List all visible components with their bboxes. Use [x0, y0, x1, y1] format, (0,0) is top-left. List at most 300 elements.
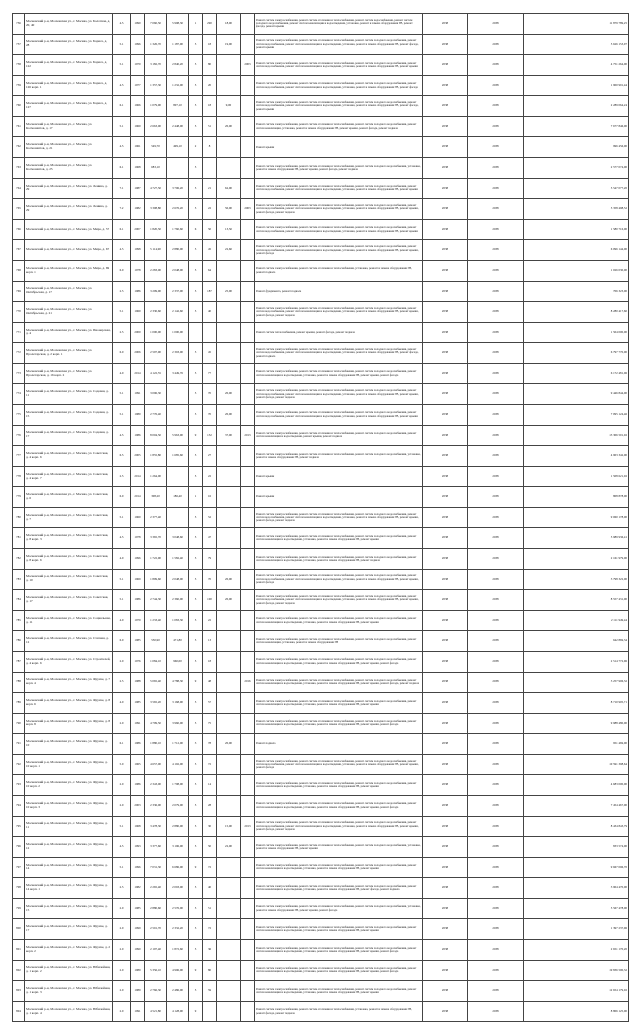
total-area-cell: 1 264,00 — [145, 466, 167, 487]
commission-year-cell: 1993 — [131, 837, 145, 858]
repair-year-end-cell: 2038 — [468, 507, 524, 528]
repair-cost-cell: 3 904 470,00 — [524, 878, 629, 899]
wear-percent-cell — [217, 55, 241, 76]
wear-percent-cell — [217, 507, 241, 528]
repair-year-end-cell: 2038 — [468, 878, 524, 899]
commission-year-cell: 1982 — [131, 878, 145, 899]
wear-percent-cell: 22,00 — [217, 837, 241, 858]
resident-count-cell: 132 — [203, 425, 217, 446]
building-address-cell: Московский р-н, Московская ул., г. Москва, ул. Фрунзе, д. 12 — [25, 837, 113, 858]
wear-percent-cell — [217, 466, 241, 487]
commission-year-cell: 1996 — [131, 549, 145, 570]
commission-year-cell: 1985 — [131, 631, 145, 652]
building-address-cell: Московский р-н, Московская ул., г. Москва, ул. Юбилейная, д. 1 корп. 3 — [25, 981, 113, 1002]
last-repair-year-cell — [241, 446, 255, 467]
row-number-cell: 785 — [13, 610, 25, 631]
repair-cost-cell: 11 879 789,25 — [524, 14, 629, 35]
table-row — [13, 940, 629, 961]
resident-count-cell: 22 — [203, 199, 217, 220]
last-repair-year-cell — [241, 569, 255, 590]
repair-cost-cell: 5 547 077,20 — [524, 178, 629, 199]
total-area-cell: 1 233,40 — [145, 610, 167, 631]
table-row — [13, 1001, 629, 1022]
row-number-cell: 799 — [13, 898, 25, 919]
wear-percent-cell — [217, 940, 241, 961]
repair-year-start-cell: 2038 — [423, 981, 468, 1002]
living-area-cell: 4 996,00 — [167, 960, 189, 981]
planned-works-cell: Ремонт крыши — [255, 487, 423, 508]
resident-count-cell: 100 — [203, 590, 217, 611]
planned-works-cell: Ремонт систем электроснабжения, ремонт систем отопления и теплоснабжения, ремонт систем холодного водоснабжения, установка, ремонт и замена оборудования ГВ, ремонт подвала — [255, 446, 423, 467]
table-row — [13, 178, 629, 199]
repair-year-end-cell: 2038 — [468, 219, 524, 240]
living-area-cell: 2 093,00 — [167, 878, 189, 899]
floor-count-cell: 5 — [189, 754, 203, 775]
planned-works-cell: Ремонт систем электроснабжения, ремонт систем отопления и теплоснабжения, ремонт систем холодного водоснабжения, ремонт систем водоснабжения, ремонт систем канализации и водоотведения, установка, ремонт и замена оборудования ГВ, ремонт крыши — [255, 55, 423, 76]
planned-works-cell: Ремонт систем электроснабжения, ремонт систем отопления и теплоснабжения, ремонт систем холодного водоснабжения, ремонт систем канализации и водоотведения, установка, ремонт и замена оборудования ГВ, ремонт крыши, ремонт фасада — [255, 960, 423, 981]
last-repair-year-cell: 2003 — [241, 199, 255, 220]
planned-works-cell: Ремонт систем электроснабжения, ремонт систем отопления и теплоснабжения, ремонт систем холодного водоснабжения, ремонт систем водоснабжения, ремонт систем канализации и водоотведения, установка, ремонт и замена оборудования ГВ, ремонт крыши, ремонт фасада, ремонт подвала — [255, 590, 423, 611]
planned-works-cell: Ремонт систем электроснабжения, ремонт систем отопления и теплоснабжения, ремонт систем холодного водоснабжения, ремонт систем водоснабжения, ремонт систем канализации и водоотведения, установка, ремонт и замена оборудования ГВ, ремонт фасада, ремонт крыши — [255, 96, 423, 117]
repair-cost-cell: 8 280 417,60 — [524, 302, 629, 323]
floor-count-cell: 5 — [189, 260, 203, 281]
repair-year-end-cell: 2038 — [468, 631, 524, 652]
row-number-cell: 794 — [13, 795, 25, 816]
last-repair-year-cell — [241, 466, 255, 487]
total-area-cell: 1 880,10 — [145, 734, 167, 755]
building-address-cell: Московский р-н, Московская ул., г. Москва, ул. Садовая, д. 15 — [25, 404, 113, 425]
planned-works-cell: Ремонт систем электроснабжения, ремонт систем отопления и теплоснабжения, ремонт систем холодного водоснабжения, установка, ремонт и замена оборудования ГВ, ремонт крыши, ремонт фасада — [255, 898, 423, 919]
wear-percent-cell: 9,00 — [217, 96, 241, 117]
building-series-cell: 2.0 — [113, 919, 131, 940]
total-area-cell: 4 657,00 — [145, 754, 167, 775]
capital-repair-schedule-sheet — [12, 13, 628, 1022]
repair-year-end-cell: 2038 — [468, 404, 524, 425]
resident-count-cell: 36 — [203, 940, 217, 961]
table-row — [13, 693, 629, 714]
repair-year-start-cell: 2038 — [423, 240, 468, 261]
repair-cost-cell: 2 651 170,20 — [524, 940, 629, 961]
resident-count-cell: 51 — [203, 898, 217, 919]
wear-percent-cell: 20,00 — [217, 734, 241, 755]
building-series-cell: 5.1 — [113, 34, 131, 55]
repair-year-start-cell: 2038 — [423, 507, 468, 528]
resident-count-cell: 30 — [203, 816, 217, 837]
commission-year-cell: 1965 — [131, 754, 145, 775]
repair-cost-cell: 9 667 096,70 — [524, 857, 629, 878]
last-repair-year-cell — [241, 795, 255, 816]
resident-count-cell: 50 — [203, 837, 217, 858]
building-address-cell: Московский р-н, Московская ул., г. Москва, ул. Советская, д. 4 корп. 6 — [25, 446, 113, 467]
resident-count-cell: 59 — [203, 981, 217, 1002]
row-number-cell: 776 — [13, 425, 25, 446]
resident-count-cell: 45 — [203, 343, 217, 364]
commission-year-cell: 1989 — [131, 981, 145, 1002]
building-address-cell: Московский р-н, Московская ул., г. Москва, ул. Октябрьская, д. 17 — [25, 281, 113, 302]
repair-year-start-cell: 2038 — [423, 158, 468, 179]
commission-year-cell: 2005 — [131, 446, 145, 467]
repair-year-end-cell: 2038 — [468, 487, 524, 508]
row-number-cell: 760 — [13, 96, 25, 117]
repair-year-end-cell: 2038 — [468, 610, 524, 631]
wear-percent-cell — [217, 446, 241, 467]
last-repair-year-cell — [241, 75, 255, 96]
repair-year-start-cell: 2038 — [423, 795, 468, 816]
floor-count-cell: 5 — [189, 651, 203, 672]
table-row — [13, 363, 629, 384]
last-repair-year-cell — [241, 837, 255, 858]
building-address-cell: Московский р-н, Московская ул., г. Москва, ул. Космонавтов, д. 17 — [25, 116, 113, 137]
row-number-cell: 756 — [13, 14, 25, 35]
planned-works-cell: Ремонт систем электроснабжения, ремонт систем отопления и теплоснабжения, ремонт систем холодного водоснабжения, установка, ремонт и замена оборудования ГВ, ремонт крыши, ремонт фасада, ремонт подвала — [255, 158, 423, 179]
building-series-cell: 5.1 — [113, 55, 131, 76]
total-area-cell: 1 899,60 — [145, 569, 167, 590]
floor-count-cell: 5 — [189, 55, 203, 76]
building-series-cell: 2.5 — [113, 281, 131, 302]
last-repair-year-cell — [241, 549, 255, 570]
floor-count-cell: 5 — [189, 898, 203, 919]
total-area-cell: 3 565,20 — [145, 693, 167, 714]
table-row — [13, 754, 629, 775]
repair-year-end-cell: 2038 — [468, 158, 524, 179]
building-series-cell: 5.0 — [113, 754, 131, 775]
resident-count-cell: 8 — [203, 137, 217, 158]
repair-cost-cell: 2 111 949,44 — [524, 610, 629, 631]
table-row — [13, 713, 629, 734]
building-address-cell: Московский р-н, Московская ул., г. Москва, ул. Юбилейная, д. 1 корп. 2 — [25, 960, 113, 981]
last-repair-year-cell — [241, 363, 255, 384]
row-number-cell: 796 — [13, 837, 25, 858]
commission-year-cell: 1977 — [131, 75, 145, 96]
wear-percent-cell — [217, 302, 241, 323]
building-series-cell: 6.5 — [113, 446, 131, 467]
building-address-cell: Московский р-н, Московская ул., г. Москва, ул. Болотная, д. 20, 40 — [25, 14, 113, 35]
resident-count-cell: 78 — [203, 734, 217, 755]
commission-year-cell: 1986 — [131, 590, 145, 611]
repair-year-start-cell: 2038 — [423, 672, 468, 693]
floor-count-cell: 5 — [189, 404, 203, 425]
commission-year-cell: 1961 — [131, 137, 145, 158]
last-repair-year-cell: 2016 — [241, 672, 255, 693]
commission-year-cell: 1991 — [131, 713, 145, 734]
repair-year-end-cell: 2038 — [468, 837, 524, 858]
last-repair-year-cell — [241, 693, 255, 714]
row-number-cell: 793 — [13, 775, 25, 796]
table-row — [13, 260, 629, 281]
resident-count-cell: 72 — [203, 754, 217, 775]
resident-count-cell — [203, 158, 217, 179]
repair-cost-cell: 2 289 064,24 — [524, 96, 629, 117]
last-repair-year-cell: 2003 — [241, 55, 255, 76]
resident-count-cell: 18 — [203, 651, 217, 672]
living-area-cell: 4 128,90 — [167, 1001, 189, 1022]
row-number-cell: 784 — [13, 590, 25, 611]
last-repair-year-cell — [241, 404, 255, 425]
planned-works-cell: Ремонт систем электроснабжения, ремонт систем отопления и теплоснабжения, установка, ремонт и замена оборудования ГВ, ремонт фасада, ремонт подвала — [255, 1001, 423, 1022]
total-area-cell: 1 079,90 — [145, 96, 167, 117]
repair-year-end-cell: 2038 — [468, 651, 524, 672]
planned-works-cell: Ремонт фундамента, ремонт подвала — [255, 281, 423, 302]
table-row — [13, 240, 629, 261]
living-area-cell: 1 187,90 — [167, 34, 189, 55]
row-number-cell: 777 — [13, 446, 25, 467]
total-area-cell: 1 326,70 — [145, 34, 167, 55]
repair-year-end-cell: 2038 — [468, 178, 524, 199]
total-area-cell: 3 308,80 — [145, 199, 167, 220]
planned-works-cell: Ремонт систем электроснабжения, ремонт систем отопления и теплоснабжения, ремонт систем холодного водоснабжения, ремонт систем канализации и водоотведения, установка, ремонт и замена оборудования ГВ, ремонт крыши — [255, 528, 423, 549]
last-repair-year-cell — [241, 219, 255, 240]
planned-works-cell: Ремонт систем электроснабжения, ремонт систем отопления и теплоснабжения, ремонт систем холодного водоснабжения, ремонт систем водоснабжения, ремонт систем канализации и водоотведения, установка, ремонт и замена оборудования ГВ, ремонт крыши — [255, 178, 423, 199]
planned-works-cell: Ремонт систем электроснабжения, ремонт систем отопления и теплоснабжения, ремонт систем холодного водоснабжения, ремонт систем канализации и водоотведения, установка, ремонт и замена оборудования ГВ, ремонт крыши — [255, 693, 423, 714]
repair-year-start-cell: 2038 — [423, 34, 468, 55]
resident-count-cell: 28 — [203, 795, 217, 816]
repair-year-end-cell: 2038 — [468, 302, 524, 323]
floor-count-cell: 5 — [189, 713, 203, 734]
commission-year-cell: 2003 — [131, 795, 145, 816]
building-series-cell: 2.0 — [113, 981, 131, 1002]
total-area-cell: 2 591,70 — [145, 919, 167, 940]
row-number-cell: 783 — [13, 569, 25, 590]
planned-works-cell: Ремонт систем электроснабжения, ремонт систем отопления и теплоснабжения, ремонт систем холодного водоснабжения, ремонт систем водоснабжения, ремонт систем канализации и водоотведения, установка, ремонт и замена оборудования ГВ, ремонт крыши, ремонт фасада, ремонт подвала — [255, 199, 423, 220]
commission-year-cell: 1982 — [131, 199, 145, 220]
wear-percent-cell — [217, 137, 241, 158]
repair-year-start-cell: 2038 — [423, 1001, 468, 1022]
wear-percent-cell — [217, 898, 241, 919]
repair-year-end-cell: 2038 — [468, 75, 524, 96]
wear-percent-cell — [217, 610, 241, 631]
wear-percent-cell — [217, 919, 241, 940]
floor-count-cell: 5 — [189, 507, 203, 528]
planned-works-cell: Ремонт подвала — [255, 734, 423, 755]
building-address-cell: Московский р-н, Московская ул., г. Москва, ул. Ленина, д. 29 — [25, 199, 113, 220]
repair-cost-cell: 1 900 991,44 — [524, 75, 629, 96]
repair-year-end-cell: 2038 — [468, 466, 524, 487]
total-area-cell: 2 336,00 — [145, 795, 167, 816]
planned-works-cell: Ремонт систем электроснабжения, ремонт систем отопления и теплоснабжения, ремонт систем холодного водоснабжения, ремонт систем водоснабжения, ремонт систем канализации и водоотведения, установка, ремонт и замена оборудования ГВ, ремонт фасада — [255, 75, 423, 96]
last-repair-year-cell — [241, 651, 255, 672]
building-series-cell: 5.1 — [113, 302, 131, 323]
repair-year-start-cell: 2038 — [423, 260, 468, 281]
total-area-cell: 8 004,50 — [145, 425, 167, 446]
repair-year-end-cell: 2038 — [468, 940, 524, 961]
commission-year-cell: 1968 — [131, 816, 145, 837]
planned-works-cell: Ремонт систем электроснабжения, ремонт систем отопления и теплоснабжения, ремонт систем холодного водоснабжения, ремонт систем канализации и водоотведения, установка, ремонт и замена оборудования ГВ, ремонт крыши — [255, 857, 423, 878]
table-row — [13, 857, 629, 878]
floor-count-cell: 5 — [189, 569, 203, 590]
repair-year-end-cell: 2038 — [468, 754, 524, 775]
resident-count-cell: 22 — [203, 466, 217, 487]
building-address-cell: Московский р-н, Московская ул., г. Москва, ул. Фрунзе, д. 7 корп. 4 — [25, 672, 113, 693]
planned-works-cell: Ремонт систем электроснабжения, ремонт систем отопления и теплоснабжения, ремонт систем холодного водоснабжения, ремонт систем водоснабжения, ремонт систем канализации и водоотведения, установка, ремонт и замена оборудования ГВ, ремонт крыши, ремонт фасада, ремонт подвала — [255, 302, 423, 323]
last-repair-year-cell — [241, 178, 255, 199]
repair-year-end-cell: 2038 — [468, 199, 524, 220]
repair-cost-cell: 9 446 844,00 — [524, 384, 629, 405]
last-repair-year-cell — [241, 14, 255, 35]
repair-year-end-cell: 2038 — [468, 14, 524, 35]
wear-percent-cell: 22,60 — [217, 240, 241, 261]
commission-year-cell: 1978 — [131, 260, 145, 281]
wear-percent-cell — [217, 775, 241, 796]
repair-cost-cell: 7 095 124,46 — [524, 404, 629, 425]
planned-works-cell: Ремонт систем электроснабжения, ремонт систем отопления и теплоснабжения, ремонт систем холодного водоснабжения, ремонт систем канализации и водоотведения, установка, ремонт и замена оборудования ГВ, ремонт крыши — [255, 775, 423, 796]
repair-year-end-cell: 2038 — [468, 116, 524, 137]
building-address-cell: Московский р-н, Московская ул., г. Москва, ул. Строителей, д. 4 корп. 6 — [25, 651, 113, 672]
row-number-cell: 772 — [13, 343, 25, 364]
last-repair-year-cell — [241, 775, 255, 796]
table-row — [13, 343, 629, 364]
row-number-cell: 781 — [13, 528, 25, 549]
row-number-cell: 763 — [13, 158, 25, 179]
living-area-cell: 4 192,00 — [167, 754, 189, 775]
wear-percent-cell: 25,00 — [217, 281, 241, 302]
building-address-cell: Московский р-н, Московская ул., г. Москва, ул. Советская, д. 10 — [25, 569, 113, 590]
repair-year-end-cell: 2038 — [468, 693, 524, 714]
living-area-cell — [167, 507, 189, 528]
table-row — [13, 878, 629, 899]
repair-year-end-cell: 2038 — [468, 425, 524, 446]
commission-year-cell: 2006 — [131, 343, 145, 364]
planned-works-cell: Ремонт систем электроснабжения, ремонт систем отопления и теплоснабжения, ремонт систем холодного водоснабжения, ремонт систем канализации и водоотведения, установка, ремонт и замена оборудования ГВ, ремонт крыши — [255, 919, 423, 940]
total-area-cell: 2 880,60 — [145, 898, 167, 919]
repair-cost-cell: 1 026 030,00 — [524, 260, 629, 281]
building-series-cell: 2.0 — [113, 940, 131, 961]
repair-cost-cell: 833 574,00 — [524, 837, 629, 858]
resident-count-cell: 187 — [203, 281, 217, 302]
building-address-cell: Московский р-н, Московская ул., г. Москва, ул. Советская, д. 7 — [25, 507, 113, 528]
commission-year-cell: 2007 — [131, 219, 145, 240]
table-row — [13, 528, 629, 549]
living-area-cell: 2 048,00 — [167, 260, 189, 281]
wear-percent-cell — [217, 672, 241, 693]
repair-cost-cell: 4 683 000,00 — [524, 775, 629, 796]
last-repair-year-cell — [241, 878, 255, 899]
total-area-cell: 4 799,50 — [145, 713, 167, 734]
table-row — [13, 34, 629, 55]
living-area-cell: 2 142,60 — [167, 302, 189, 323]
living-area-cell: 1 760,60 — [167, 219, 189, 240]
row-number-cell: 779 — [13, 487, 25, 508]
repair-cost-cell: 1 397 237,96 — [524, 919, 629, 940]
row-number-cell: 758 — [13, 55, 25, 76]
resident-count-cell: 72 — [203, 919, 217, 940]
planned-works-cell: Ремонт систем электроснабжения, ремонт систем отопления и теплоснабжения, ремонт систем холодного водоснабжения, ремонт систем канализации и водоотведения, установка, ремонт и замена оборудования ГВ, ремонт крыши, ремонт фасада — [255, 363, 423, 384]
repair-year-start-cell: 2038 — [423, 775, 468, 796]
floor-count-cell: 9 — [189, 1001, 203, 1022]
building-series-cell: 2.5 — [113, 322, 131, 343]
floor-count-cell: 5 — [189, 837, 203, 858]
commission-year-cell: 1976 — [131, 651, 145, 672]
building-address-cell: Московский р-н, Московская ул., г. Москва, ул. Фрунзе, д. 2 корп. 2 — [25, 940, 113, 961]
repair-year-start-cell: 2038 — [423, 878, 468, 899]
living-area-cell: 2 486,00 — [167, 981, 189, 1002]
floor-count-cell: 5 — [189, 281, 203, 302]
floor-count-cell: 5 — [189, 631, 203, 652]
living-area-cell: 3 706,20 — [167, 178, 189, 199]
last-repair-year-cell — [241, 96, 255, 117]
building-address-cell: Московский р-н, Московская ул., г. Москва, ул. Юбилейная, д. 1 корп. 4 — [25, 1001, 113, 1022]
building-address-cell: Московский р-н, Московская ул., г. Москва, ул. Советская, д. 8 корп. 3 — [25, 528, 113, 549]
last-repair-year-cell — [241, 857, 255, 878]
floor-count-cell: 9 — [189, 960, 203, 981]
total-area-cell: 3 299,90 — [145, 281, 167, 302]
commission-year-cell: 2014 — [131, 487, 145, 508]
table-row — [13, 96, 629, 117]
planned-works-cell: Ремонт систем электроснабжения, ремонт систем отопления и теплоснабжения, установка, ремонт и замена оборудования ГВ, ремонт подвала — [255, 260, 423, 281]
floor-count-cell: 5 — [189, 158, 203, 179]
living-area-cell — [167, 384, 189, 405]
last-repair-year-cell — [241, 528, 255, 549]
resident-count-cell: 27 — [203, 446, 217, 467]
living-area-cell: 2 448,00 — [167, 116, 189, 137]
floor-count-cell: 9 — [189, 857, 203, 878]
wear-percent-cell: 13,50 — [217, 219, 241, 240]
floor-count-cell: 5 — [189, 775, 203, 796]
resident-count-cell: 45 — [203, 240, 217, 261]
total-area-cell: 4 727,50 — [145, 178, 167, 199]
repair-year-end-cell: 2038 — [468, 734, 524, 755]
repair-year-start-cell: 2038 — [423, 713, 468, 734]
last-repair-year-cell — [241, 940, 255, 961]
row-number-cell: 803 — [13, 981, 25, 1002]
total-area-cell: 549,70 — [145, 137, 167, 158]
living-area-cell: 2 880,00 — [167, 240, 189, 261]
living-area-cell: 1 232,00 — [167, 75, 189, 96]
resident-count-cell: 40 — [203, 878, 217, 899]
row-number-cell: 797 — [13, 857, 25, 878]
last-repair-year-cell: 2013 — [241, 816, 255, 837]
living-area-cell: 960,00 — [167, 651, 189, 672]
planned-works-cell: Ремонт систем электроснабжения, ремонт систем отопления и теплоснабжения, ремонт систем холодного водоснабжения, ремонт систем водоснабжения, ремонт систем канализации и водоотведения, установка, ремонт и замена оборудования ГВ, ремонт крыши, ремонт фасада — [255, 754, 423, 775]
building-series-cell: 2.5 — [113, 466, 131, 487]
planned-works-cell: Ремонт систем электроснабжения, ремонт систем отопления и теплоснабжения, ремонт систем холодного водоснабжения, ремонт систем водоснабжения, ремонт систем канализации и водоотведения, установка, ремонт и замена оборудования ГВ, ремонт крыши — [255, 219, 423, 240]
repair-year-end-cell: 2038 — [468, 55, 524, 76]
commission-year-cell: 1986 — [131, 425, 145, 446]
repair-year-start-cell: 2038 — [423, 940, 468, 961]
row-number-cell: 800 — [13, 919, 25, 940]
planned-works-cell: Ремонт систем электроснабжения, ремонт систем отопления и теплоснабжения, ремонт систем водоснабжения, ремонт систем холодного водоснабжения, ремонт систем канализации и водоотведения, установка, ремонт и замена оборудования ГВ, ремонт фасада, ремонт крыши — [255, 14, 423, 35]
table-row — [13, 384, 629, 405]
row-number-cell: 774 — [13, 384, 25, 405]
living-area-cell: 2 360,00 — [167, 590, 189, 611]
floor-count-cell: 5 — [189, 363, 203, 384]
wear-percent-cell: 20,00 — [217, 116, 241, 137]
repair-year-start-cell: 2038 — [423, 446, 468, 467]
building-series-cell: 4.5 — [113, 75, 131, 96]
repair-year-start-cell: 2038 — [423, 631, 468, 652]
commission-year-cell: 1960 — [131, 507, 145, 528]
total-area-cell: 2 330,60 — [145, 302, 167, 323]
table-row — [13, 672, 629, 693]
repair-cost-cell: 2 161 979,00 — [524, 549, 629, 570]
resident-count-cell — [203, 322, 217, 343]
last-repair-year-cell — [241, 34, 255, 55]
table-row — [13, 981, 629, 1002]
building-series-cell: 2.5 — [113, 878, 131, 899]
living-area-cell: 471,80 — [167, 631, 189, 652]
repair-cost-cell: 8 434 843,79 — [524, 816, 629, 837]
last-repair-year-cell — [241, 343, 255, 364]
table-row — [13, 322, 629, 343]
wear-percent-cell — [217, 754, 241, 775]
repair-year-start-cell: 2038 — [423, 528, 468, 549]
repair-cost-cell: 7 677 846,00 — [524, 116, 629, 137]
repair-year-start-cell: 2038 — [423, 116, 468, 137]
last-repair-year-cell — [241, 158, 255, 179]
resident-count-cell: 20 — [203, 75, 217, 96]
row-number-cell: 767 — [13, 240, 25, 261]
repair-year-end-cell: 2038 — [468, 549, 524, 570]
planned-works-cell: Ремонт систем электроснабжения, ремонт систем отопления и теплоснабжения, ремонт систем холодного водоснабжения, ремонт систем канализации и водоотведения, установка, ремонт и замена оборудования ГВ, ремонт подвала — [255, 549, 423, 570]
